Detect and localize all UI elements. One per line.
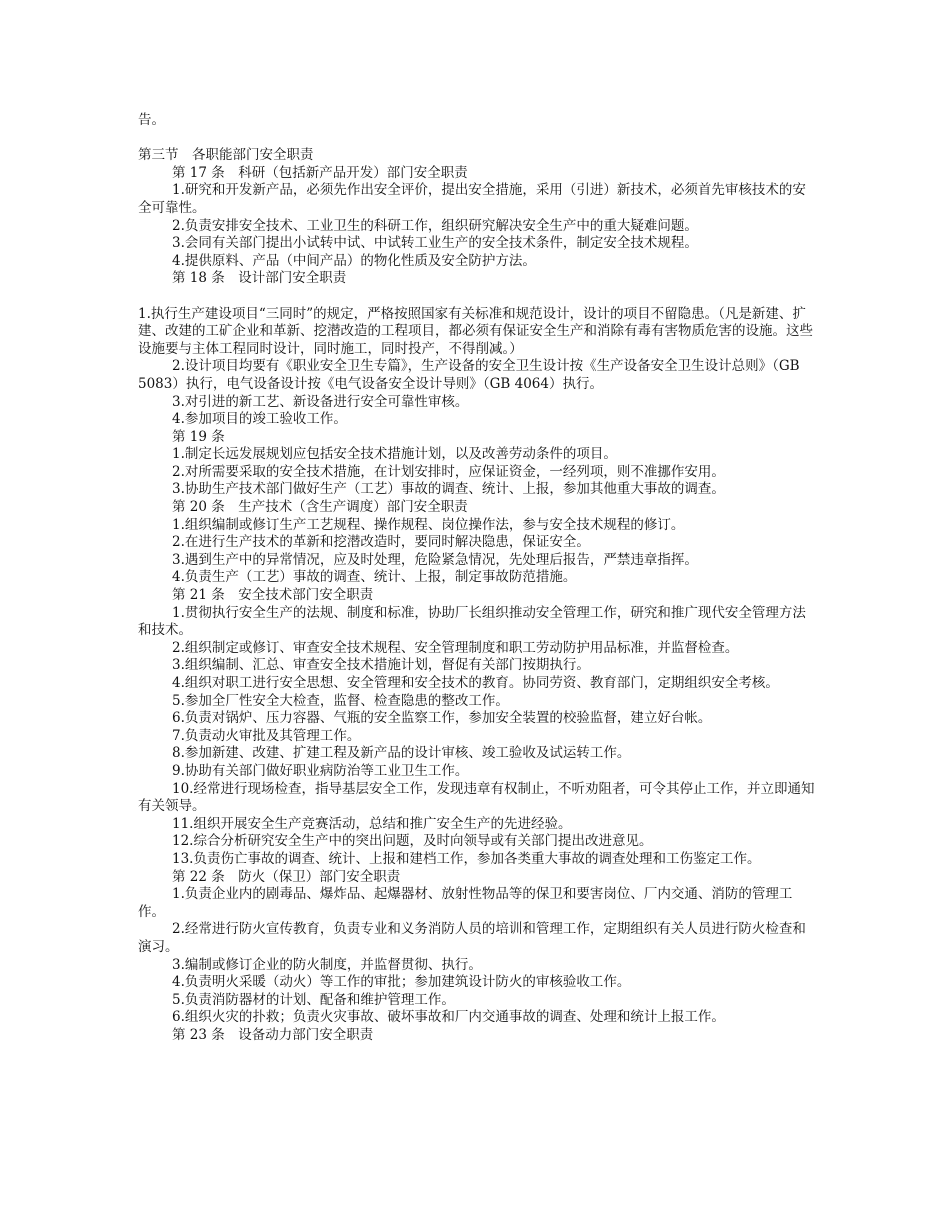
article-19-item: 1.制定长远发展规划应包括安全技术措施计划，以及改善劳动条件的项目。 [172, 446, 617, 463]
article-21-item: 10.经常进行现场检查，指导基层安全工作，发现违章有权制止，不听劝阻者，可令其停止工作，并立即通知有关领导。 [138, 780, 815, 815]
article-20-heading: 第 20 条 生产技术（含生产调度）部门安全职责 [172, 499, 468, 516]
article-21-item: 2.组织制定或修订、审查安全技术规程、安全管理制度和职工劳动防护用品标准，并监督检查。 [172, 639, 739, 656]
article-21-item: 5.参加全厂性安全大检查，监督、检查隐患的整改工作。 [172, 692, 509, 709]
article-17-item: 2.负责安排安全技术、工业卫生的科研工作，组织研究解决安全生产中的重大疑难问题。 [172, 217, 698, 234]
article-21-item: 11.组织开展安全生产竞赛活动，总结和推广安全生产的先进经验。 [172, 815, 572, 832]
article-17-item: 1.研究和开发新产品，必须先作出安全评价，提出安全措施，采用（引进）新技术，必须首先审核技术的安全可靠性。 [138, 182, 806, 216]
article-21-item: 4.组织对职工进行安全思想、安全管理和安全技术的教育。协同劳资、教育部门，定期组织安全考核。 [172, 675, 779, 691]
article-22-item: 4.负责明火采暖（动火）等工作的审批；参加建筑设计防火的审核验收工作。 [172, 974, 631, 991]
article-19-item: 3.协助生产技术部门做好生产（工艺）事故的调查、统计、上报，参加其他重大事故的调查。 [172, 481, 725, 498]
article-21-item: 6.负责对锅炉、压力容器、气瓶的安全监察工作，参加安全装置的校验监督，建立好台帐。 [172, 710, 712, 727]
article-18-item: 2.设计项目均要有《职业安全卫生专篇》，生产设备的安全卫生设计按《生产设备安全卫生设计总则》（GB [172, 358, 800, 375]
article-18-item: 4.参加项目的竣工验收工作。 [172, 411, 347, 428]
article-21-item: 1.贯彻执行安全生产的法规、制度和标准，协助厂长组织推动安全管理工作，研究和推广现代安全管理方法和技术。 [138, 604, 806, 639]
article-22-item: 6.组织火灾的扑救；负责火灾事故、破坏事故和厂内交通事故的调查、处理和统计上报工作。 [172, 1009, 725, 1026]
article-21-item: 13.负责伤亡事故的调查、统计、上报和建档工作，参加各类重大事故的调查处理和工伤鉴定工作。 [172, 850, 761, 867]
article-18-heading: 第 18 条 设计部门安全职责 [172, 270, 347, 287]
article-17-heading: 第 17 条 科研（包括新产品开发）部门安全职责 [172, 164, 468, 181]
article-21-item: 8.参加新建、改建、扩建工程及新产品的设计审核、竣工验收及试运转工作。 [172, 745, 631, 762]
article-21-heading: 第 21 条 安全技术部门安全职责 [172, 587, 374, 604]
article-18-item-continued: 5083）执行，电气设备设计按《电气设备安全设计导则》（GB 4064）执行。 [138, 375, 603, 392]
article-21-item: 12.综合分析研究安全生产中的突出问题，及时向领导或有关部门提出改进意见。 [172, 833, 653, 850]
article-22-item: 2.经常进行防火宣传教育，负责专业和义务消防人员的培训和管理工作，定期组织有关人员进行防火检查和演习。 [138, 921, 806, 955]
article-19-heading: 第 19 条 [172, 428, 225, 445]
continued-text: 告。 [138, 112, 165, 128]
section-title: 第三节 各职能部门安全职责 [138, 147, 314, 164]
article-20-item: 2.在进行生产技术的革新和挖潜改造时，要同时解决隐患，保证安全。 [172, 534, 590, 551]
article-18-item: 1.执行生产建设项目“三同时”的规定，严格按照国家有关标准和规范设计，设计的项目不留隐患。（凡是新建、扩建、改建的工矿企业和革新、挖潜改造的工程项目，都必须有保证安全生产和消除有毒有害物质危害的设施。这些设施要与主体工程同时设计，同时施工，同时投产，不得削减。） [138, 305, 813, 357]
article-20-item: 1.组织编制或修订生产工艺规程、操作规程、岗位操作法，参与安全技术规程的修订。 [172, 516, 685, 533]
article-17-item: 3.会同有关部门提出小试转中试、中试转工业生产的安全技术条件，制定安全技术规程。 [172, 235, 698, 252]
document-page [138, 112, 818, 1044]
article-21-item: 3.组织编制、汇总、审查安全技术措施计划，督促有关部门按期执行。 [172, 657, 590, 674]
article-22-item: 1.负责企业内的剧毒品、爆炸品、起爆器材、放射性物品等的保卫和要害岗位、厂内交通、消防的管理工作。 [138, 886, 793, 920]
article-17-item: 4.提供原料、产品（中间产品）的物化性质及安全防护方法。 [172, 252, 536, 269]
article-20-item: 4.负责生产（工艺）事故的调查、统计、上报，制定事故防范措施。 [172, 569, 577, 586]
article-22-item: 3.编制或修订企业的防火制度，并监督贯彻、执行。 [172, 956, 482, 973]
article-22-heading: 第 22 条 防火（保卫）部门安全职责 [172, 868, 401, 885]
article-21-item: 7.负责动火审批及其管理工作。 [172, 727, 361, 744]
article-19-item: 2.对所需要采取的安全技术措施，在计划安排时，应保证资金，一经列项，则不准挪作安用。 [172, 463, 725, 480]
article-21-item: 9.协助有关部门做好职业病防治等工业卫生工作。 [172, 762, 469, 779]
article-18-item: 3.对引进的新工艺、新设备进行安全可靠性审核。 [172, 393, 469, 410]
article-20-item: 3.遇到生产中的异常情况，应及时处理，危险紧急情况，先处理后报告，严禁违章指挥。 [172, 551, 698, 568]
article-23-heading: 第 23 条 设备动力部门安全职责 [172, 1026, 374, 1043]
article-22-item: 5.负责消防器材的计划、配备和维护管理工作。 [172, 991, 455, 1008]
